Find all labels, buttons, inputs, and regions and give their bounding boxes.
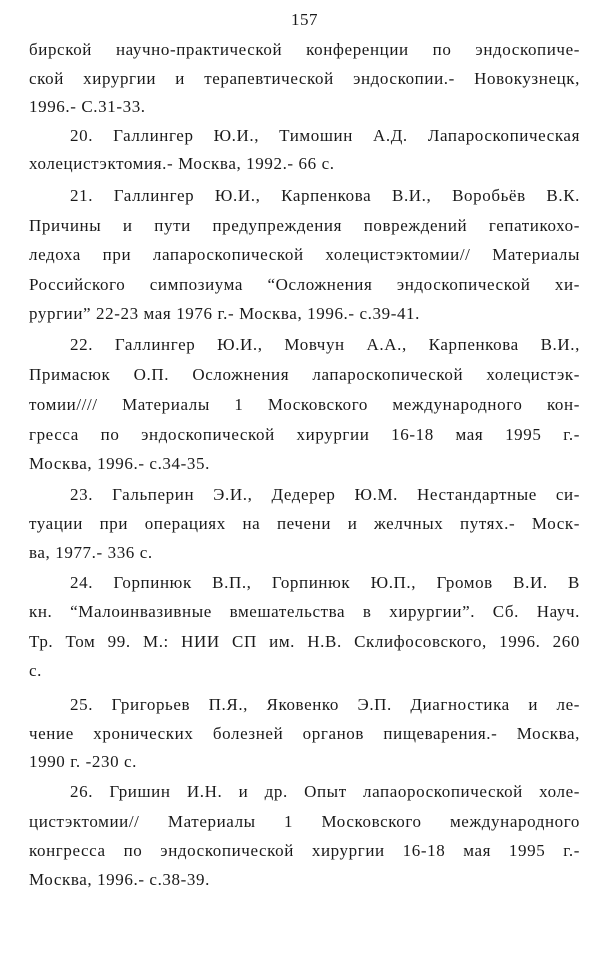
reference-26-start: 26. Гришин И.Н. и др. Опыт лапаороскопической холе-	[70, 782, 580, 801]
text-line: холецистэктомия.- Москва, 1992.- 66 с.	[29, 154, 335, 173]
page-number: 157	[291, 10, 318, 29]
text-line: Российского симпозиума “Осложнения эндоскопической хи-	[29, 275, 580, 294]
text-line: гресса по эндоскопической хирургии 16-18 мая 1995 г.-	[29, 425, 580, 444]
text-line: кн. “Малоинвазивные вмешательства в хирургии”. Сб. Науч.	[29, 602, 580, 621]
text-line: рургии” 22-23 мая 1976 г.- Москва, 1996.- с.39-41.	[29, 304, 421, 323]
text-line: томии//// Материалы 1 Московского международного кон-	[29, 395, 580, 414]
text-line: Причины и пути предупреждения повреждений гепатикохо-	[29, 216, 580, 235]
reference-24-start: 24. Горпинюк В.П., Горпинюк Ю.П., Громов В.И. В	[70, 573, 580, 592]
text-line: Москва, 1996.- с.38-39.	[29, 870, 210, 889]
text-line: 1990 г. -230 с.	[29, 752, 138, 771]
text-line: 1996.- С.31-33.	[29, 97, 146, 116]
text-line: ской хирургии и терапевтической эндоскопии.- Новокузнецк,	[29, 69, 580, 88]
text-line: чение хронических болезней органов пищеварения.- Москва,	[29, 724, 580, 743]
text-line: бирской научно-практической конференции по эндоскопиче-	[29, 40, 580, 59]
text-line: с.	[29, 661, 42, 680]
text-line: конгресса по эндоскопической хирургии 16-18 мая 1995 г.-	[29, 841, 580, 860]
text-line: туации при операциях на печени и желчных путях.- Моск-	[29, 514, 580, 533]
text-line: цистэктомии// Материалы 1 Московского международного	[29, 812, 580, 831]
text-line: Примасюк О.П. Осложнения лапароскопической холецистэк-	[29, 365, 580, 384]
reference-20-start: 20. Галлингер Ю.И., Тимошин А.Д. Лапароскопическая	[70, 126, 580, 145]
text-line: Тр. Том 99. М.: НИИ СП им. Н.В. Склифосовского, 1996. 260	[29, 632, 580, 651]
text-line: ва, 1977.- 336 с.	[29, 543, 153, 562]
text-line: ледоха при лапароскопической холецистэктомии// Материалы	[29, 245, 580, 264]
text-line: Москва, 1996.- с.34-35.	[29, 454, 210, 473]
reference-25-start: 25. Григорьев П.Я., Яковенко Э.П. Диагностика и ле-	[70, 695, 580, 714]
reference-21-start: 21. Галлингер Ю.И., Карпенкова В.И., Воробьёв В.К.	[70, 186, 580, 205]
reference-23-start: 23. Гальперин Э.И., Дедерер Ю.М. Нестандартные си-	[70, 485, 580, 504]
reference-22-start: 22. Галлингер Ю.И., Мовчун А.А., Карпенкова В.И.,	[70, 335, 580, 354]
